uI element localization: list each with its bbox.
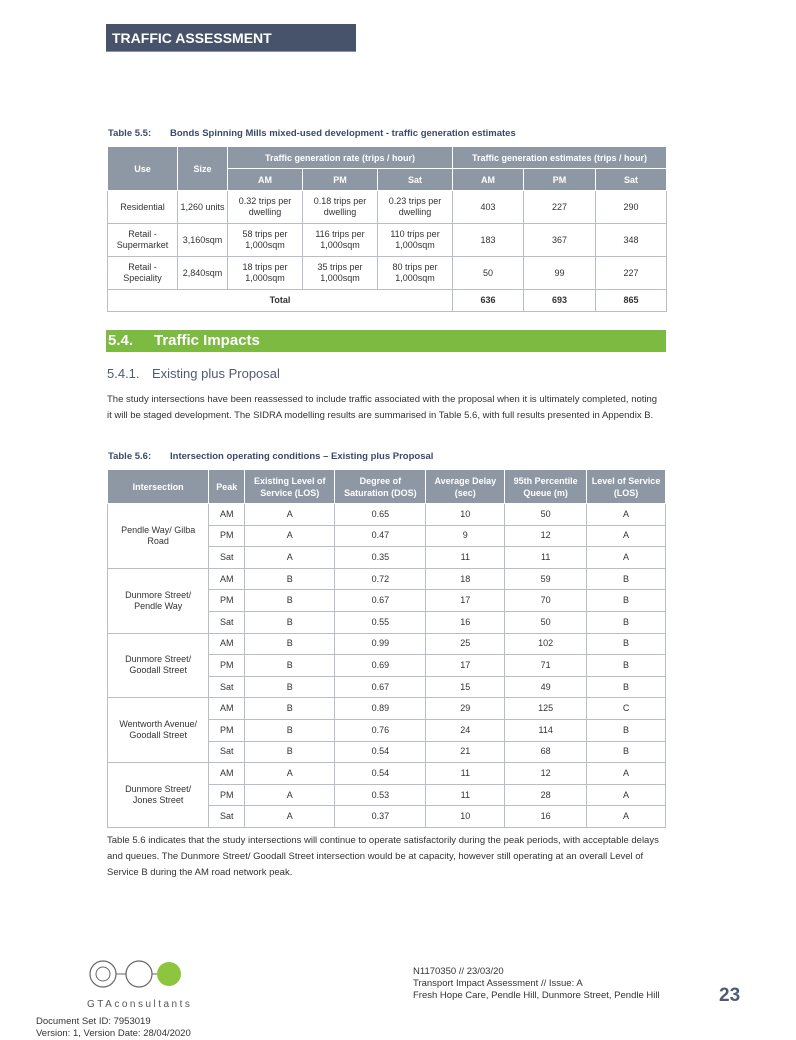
table-5-5-caption <box>108 128 516 139</box>
cell-peak: Sat <box>209 806 245 828</box>
cell-est-sat: 348 <box>596 224 667 257</box>
cell-dos: 0.67 <box>335 676 426 698</box>
header-delay: Average Delay (sec) <box>426 470 505 504</box>
cell-dos: 0.67 <box>335 590 426 612</box>
cell-dos: 0.69 <box>335 655 426 677</box>
cell-queue: 71 <box>505 655 587 677</box>
table-row <box>108 224 667 257</box>
cell-queue: 125 <box>505 698 587 720</box>
footer-reference <box>413 966 713 1002</box>
cell-use: Retail - Speciality <box>108 257 178 290</box>
cell-est-pm: 227 <box>524 191 596 224</box>
table-row <box>108 698 666 720</box>
total-sat: 865 <box>596 290 667 312</box>
cell-delay: 21 <box>426 741 505 763</box>
header-rate-pm: PM <box>303 169 378 191</box>
cell-queue: 12 <box>505 763 587 785</box>
cell-delay: 11 <box>426 784 505 806</box>
table-5-6-caption-title: Intersection operating conditions – Existing plus Proposal <box>170 451 434 462</box>
section-number: 5.4. <box>108 332 134 349</box>
table-row <box>108 568 666 590</box>
cell-los: B <box>587 611 666 633</box>
cell-existing-los: B <box>245 698 335 720</box>
cell-peak: AM <box>209 568 245 590</box>
cell-est-am: 183 <box>453 224 524 257</box>
cell-existing-los: A <box>245 547 335 569</box>
total-label: Total <box>108 290 453 312</box>
cell-existing-los: A <box>245 806 335 828</box>
total-pm: 693 <box>524 290 596 312</box>
cell-los: B <box>587 568 666 590</box>
cell-rate-sat: 80 trips per 1,000sqm <box>378 257 453 290</box>
cell-los: A <box>587 504 666 526</box>
header-size: Size <box>178 147 228 191</box>
cell-los: B <box>587 633 666 655</box>
cell-dos: 0.54 <box>335 741 426 763</box>
header-title: TRAFFIC ASSESSMENT <box>106 24 356 52</box>
cell-delay: 16 <box>426 611 505 633</box>
cell-rate-pm: 35 trips per 1,000sqm <box>303 257 378 290</box>
cell-est-pm: 99 <box>524 257 596 290</box>
cell-est-pm: 367 <box>524 224 596 257</box>
cell-existing-los: B <box>245 568 335 590</box>
table-5-5-caption-number: Table 5.5: <box>108 128 152 139</box>
cell-peak: AM <box>209 504 245 526</box>
table-row <box>108 257 667 290</box>
cell-peak: AM <box>209 633 245 655</box>
header-queue: 95th Percentile Queue (m) <box>505 470 587 504</box>
cell-los: B <box>587 590 666 612</box>
gta-logo-text: GTAconsultants <box>87 999 193 1010</box>
cell-delay: 17 <box>426 590 505 612</box>
header-est-sat: Sat <box>596 169 667 191</box>
cell-dos: 0.47 <box>335 525 426 547</box>
total-row <box>108 290 667 312</box>
section-heading <box>106 330 666 352</box>
cell-est-am: 50 <box>453 257 524 290</box>
cell-peak: PM <box>209 590 245 612</box>
cell-los: A <box>587 547 666 569</box>
cell-queue: 59 <box>505 568 587 590</box>
cell-existing-los: A <box>245 763 335 785</box>
cell-queue: 114 <box>505 719 587 741</box>
cell-est-am: 403 <box>453 191 524 224</box>
cell-est-sat: 290 <box>596 191 667 224</box>
cell-est-sat: 227 <box>596 257 667 290</box>
cell-existing-los: B <box>245 633 335 655</box>
cell-queue: 11 <box>505 547 587 569</box>
cell-queue: 12 <box>505 525 587 547</box>
cell-los: A <box>587 806 666 828</box>
cell-delay: 10 <box>426 806 505 828</box>
cell-delay: 24 <box>426 719 505 741</box>
cell-existing-los: A <box>245 525 335 547</box>
header-los: Level of Service (LOS) <box>587 470 666 504</box>
cell-peak: PM <box>209 784 245 806</box>
cell-queue: 50 <box>505 504 587 526</box>
conclusion-paragraph: Table 5.6 indicates that the study intersections will continue to operate satisfactorily during the peak periods, with acceptable delays and queues. The Dunmore Street/ Goodall Street intersection would be at capacity, however still operating at an overall Level of Service B during the AM road network peak. <box>107 835 659 878</box>
cell-size: 1,260 units <box>178 191 228 224</box>
cell-use: Retail - Supermarket <box>108 224 178 257</box>
cell-existing-los: B <box>245 676 335 698</box>
cell-rate-am: 18 trips per 1,000sqm <box>228 257 303 290</box>
cell-delay: 9 <box>426 525 505 547</box>
cell-rate-am: 0.32 trips per dwelling <box>228 191 303 224</box>
cell-peak: PM <box>209 655 245 677</box>
cell-dos: 0.37 <box>335 806 426 828</box>
total-am: 636 <box>453 290 524 312</box>
cell-los: B <box>587 655 666 677</box>
header-rate-sat: Sat <box>378 169 453 191</box>
cell-size: 3,160sqm <box>178 224 228 257</box>
cell-queue: 50 <box>505 611 587 633</box>
cell-los: C <box>587 698 666 720</box>
subsection-title: Existing plus Proposal <box>152 366 280 381</box>
cell-rate-am: 58 trips per 1,000sqm <box>228 224 303 257</box>
cell-rate-pm: 116 trips per 1,000sqm <box>303 224 378 257</box>
table-5-6-caption-number: Table 5.6: <box>108 451 152 462</box>
footer-ref-line3: Fresh Hope Care, Pendle Hill, Dunmore Street, Pendle Hill <box>413 990 660 1001</box>
cell-los: A <box>587 525 666 547</box>
header-rate-am: AM <box>228 169 303 191</box>
cell-existing-los: B <box>245 590 335 612</box>
cell-use: Residential <box>108 191 178 224</box>
cell-queue: 28 <box>505 784 587 806</box>
footer-ref-line1: N1170350 // 23/03/20 <box>413 966 504 977</box>
header-est-am: AM <box>453 169 524 191</box>
cell-delay: 15 <box>426 676 505 698</box>
subsection-number: 5.4.1. <box>107 366 140 381</box>
cell-peak: PM <box>209 525 245 547</box>
cell-dos: 0.53 <box>335 784 426 806</box>
cell-peak: Sat <box>209 741 245 763</box>
cell-queue: 68 <box>505 741 587 763</box>
cell-delay: 11 <box>426 763 505 785</box>
cell-dos: 0.65 <box>335 504 426 526</box>
cell-queue: 16 <box>505 806 587 828</box>
header-existing-los: Existing Level of Service (LOS) <box>245 470 335 504</box>
table-5-5-caption-title: Bonds Spinning Mills mixed-used development - traffic generation estimates <box>170 128 516 139</box>
cell-peak: Sat <box>209 676 245 698</box>
cell-rate-pm: 0.18 trips per dwelling <box>303 191 378 224</box>
cell-peak: AM <box>209 698 245 720</box>
cell-dos: 0.35 <box>335 547 426 569</box>
cell-queue: 102 <box>505 633 587 655</box>
header-use: Use <box>108 147 178 191</box>
table-row <box>108 633 666 655</box>
header-rate-group: Traffic generation rate (trips / hour) <box>228 147 453 169</box>
cell-delay: 29 <box>426 698 505 720</box>
table-row <box>108 504 666 526</box>
intersection-conditions-table <box>107 469 666 828</box>
version-info: Version: 1, Version Date: 28/04/2020 <box>36 1028 191 1039</box>
header-est-pm: PM <box>524 169 596 191</box>
cell-peak: PM <box>209 719 245 741</box>
cell-los: B <box>587 741 666 763</box>
cell-dos: 0.55 <box>335 611 426 633</box>
document-set-info <box>36 1016 336 1040</box>
header-peak: Peak <box>209 470 245 504</box>
cell-los: A <box>587 763 666 785</box>
cell-rate-sat: 0.23 trips per dwelling <box>378 191 453 224</box>
document-set-id: Document Set ID: 7953019 <box>36 1016 151 1027</box>
header-dos: Degree of Saturation (DOS) <box>335 470 426 504</box>
cell-dos: 0.89 <box>335 698 426 720</box>
gta-logo-circles-icon <box>85 958 195 992</box>
cell-existing-los: B <box>245 611 335 633</box>
page-number: 23 <box>719 985 741 1006</box>
cell-los: B <box>587 719 666 741</box>
cell-rate-sat: 110 trips per 1,000sqm <box>378 224 453 257</box>
cell-existing-los: B <box>245 719 335 741</box>
cell-queue: 49 <box>505 676 587 698</box>
cell-delay: 18 <box>426 568 505 590</box>
subsection-heading <box>107 366 280 381</box>
cell-dos: 0.72 <box>335 568 426 590</box>
header-estimate-group: Traffic generation estimates (trips / hour) <box>453 147 667 169</box>
cell-existing-los: A <box>245 784 335 806</box>
cell-delay: 10 <box>426 504 505 526</box>
cell-intersection: Pendle Way/ Gilba Road <box>108 504 209 569</box>
cell-intersection: Dunmore Street/ Jones Street <box>108 763 209 828</box>
footer-ref-line2: Transport Impact Assessment // Issue: A <box>413 978 583 989</box>
section-title: Traffic Impacts <box>154 332 260 349</box>
cell-existing-los: A <box>245 504 335 526</box>
table-row <box>108 763 666 785</box>
header-intersection: Intersection <box>108 470 209 504</box>
traffic-generation-table <box>107 146 667 312</box>
cell-dos: 0.54 <box>335 763 426 785</box>
cell-los: A <box>587 784 666 806</box>
cell-intersection: Dunmore Street/ Pendle Way <box>108 568 209 633</box>
cell-peak: Sat <box>209 611 245 633</box>
cell-dos: 0.76 <box>335 719 426 741</box>
gta-logo <box>85 958 195 1010</box>
cell-intersection: Wentworth Avenue/ Goodall Street <box>108 698 209 763</box>
cell-dos: 0.99 <box>335 633 426 655</box>
cell-los: B <box>587 676 666 698</box>
cell-delay: 17 <box>426 655 505 677</box>
cell-queue: 70 <box>505 590 587 612</box>
cell-intersection: Dunmore Street/ Goodall Street <box>108 633 209 698</box>
cell-peak: Sat <box>209 547 245 569</box>
table-row <box>108 191 667 224</box>
cell-peak: AM <box>209 763 245 785</box>
cell-delay: 25 <box>426 633 505 655</box>
cell-size: 2,840sqm <box>178 257 228 290</box>
cell-existing-los: B <box>245 741 335 763</box>
cell-delay: 11 <box>426 547 505 569</box>
table-5-6-caption <box>108 451 433 462</box>
cell-existing-los: B <box>245 655 335 677</box>
intro-paragraph: The study intersections have been reassessed to include traffic associated with the proposal when it is ultimately completed, noting it will be staged development. The SIDRA modelling results are summarised in Table 5.6, with full results presented in Appendix B. <box>107 394 658 421</box>
